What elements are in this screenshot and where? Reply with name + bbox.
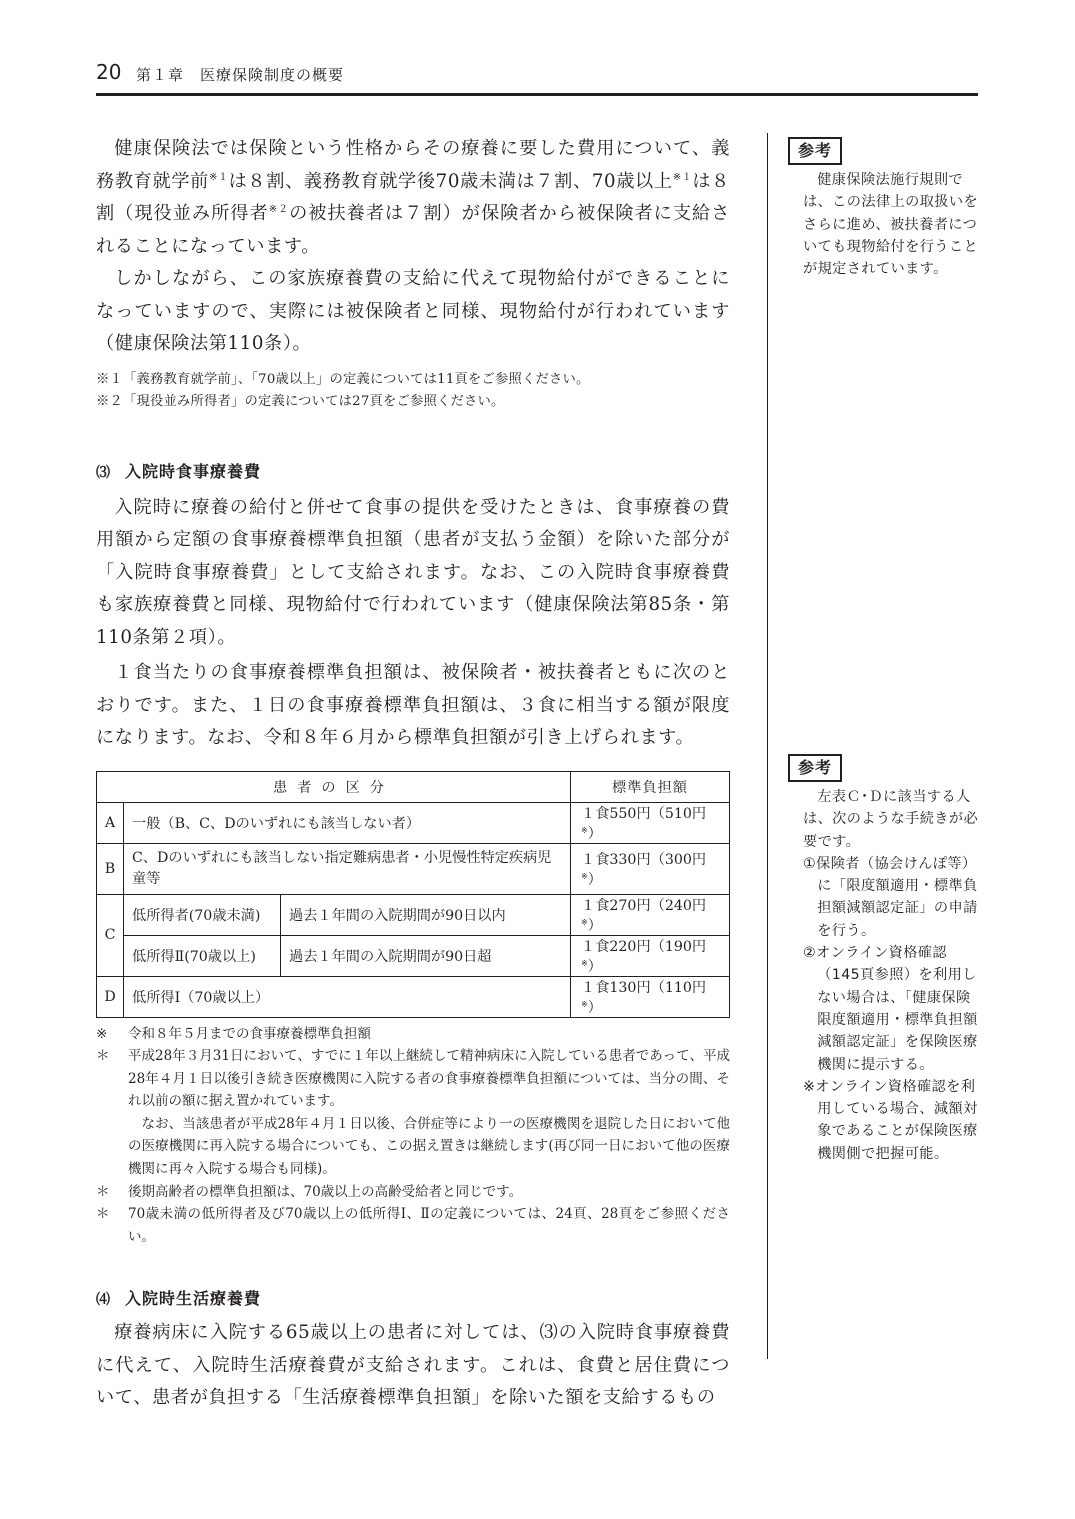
- row-desc: 過去１年間の入院期間が90日以内: [281, 894, 571, 935]
- footnote-mark: ＊: [96, 1206, 110, 1223]
- row-fee: [571, 843, 730, 894]
- table-row: [97, 935, 730, 976]
- fee-mark: ※: [581, 958, 588, 968]
- footnote-ref: ※２: [268, 204, 290, 215]
- fee-text: ）: [587, 999, 602, 1016]
- table-row: [97, 894, 730, 935]
- table-footnote-2: [96, 1045, 730, 1113]
- section-title: 入院時生活療養費: [125, 1289, 262, 1309]
- section-4-heading: [96, 1286, 730, 1309]
- footnote-text: 令和８年５月までの食事療養標準負担額: [128, 1025, 371, 1042]
- row-desc: 一般（B、C、Dのいずれにも該当しない者）: [124, 802, 571, 843]
- row-key: A: [97, 802, 124, 843]
- page-number: 20: [96, 60, 122, 84]
- footnote-text: 平成28年３月31日において、すでに１年以上継続して精神病床に入院している患者であって、平成28年４月１日以後引き続き医療機関に入院する者の食事療養標準負担額については、当分の間、それ以前の額に据え置かれています。: [128, 1048, 730, 1110]
- main-column: [96, 133, 730, 1415]
- side-note-intro: 左表Ｃ･Ｄに該当する人は、次のような手続きが必要です。: [803, 789, 979, 850]
- side-note-2: [803, 786, 981, 1165]
- fee-mark: ※: [581, 825, 588, 835]
- reference-badge: 参考: [788, 137, 842, 165]
- row-desc: C、Dのいずれにも該当しない指定難病患者・小児慢性特定疾病児童等: [124, 843, 571, 894]
- meal-cost-table: [96, 771, 730, 1018]
- section-3-paragraph-2: １食当たりの食事療養標準負担額は、被保険者・被扶養者ともに次のとおりです。また、１日の食事療養標準負担額は、３食に相当する額が限度になります。なお、令和８年６月から標準負担額が引き上げられます。: [96, 662, 730, 748]
- chapter-title: 第１章 医療保険制度の概要: [136, 66, 345, 84]
- section-3-heading: [96, 459, 730, 482]
- row-fee: [571, 976, 730, 1017]
- side-note-1: [803, 169, 981, 280]
- table-row: [97, 843, 730, 894]
- fee-text: １食220円（190円: [581, 938, 707, 955]
- intro-note-2: ※２「現役並み所得者」の定義については27頁をご参照ください。: [96, 393, 505, 409]
- section-title: 入院時食事療養費: [125, 461, 262, 481]
- footnote-ref: ※１: [208, 171, 229, 183]
- row-sublabel: 低所得Ⅱ(70歳以上): [124, 935, 281, 976]
- section-number: ⑷: [96, 1292, 111, 1309]
- table-footnote-3: [96, 1181, 730, 1204]
- intro-note-1: ※１「義務教育就学前」、「70歳以上」の定義については11頁をご参照ください。: [96, 371, 590, 387]
- intro-paragraph-2: しかしながら、この家族療養費の支給に代えて現物給付ができることになっていますので、実際には被保険者と同様、現物給付が行われています（健康保険法第110条）。: [96, 268, 730, 354]
- row-desc: 低所得Ⅰ（70歳以上）: [124, 976, 571, 1017]
- table-footnote-1: [96, 1023, 730, 1046]
- section-number: ⑶: [96, 464, 111, 481]
- intro-paragraph-1: [96, 133, 730, 263]
- footnote-mark: ＊: [96, 1048, 110, 1065]
- intro-text: は８割（現役並み所得者: [96, 170, 730, 224]
- fee-text: ）: [587, 825, 602, 842]
- footnote-text: 後期高齢者の標準負担額は、70歳以上の高齢受給者と同じです。: [128, 1183, 523, 1200]
- side-note-item: ①保険者（協会けんぽ等）に「限度額適用・標準負担額減額認定証」の申請を行う。: [803, 855, 978, 939]
- row-fee: [571, 935, 730, 976]
- fee-text: １食330円（300円: [581, 851, 707, 868]
- intro-text: の被扶養者は７割）が保険者から被保険者に支給されることになっています。: [96, 203, 730, 257]
- header-rule: [96, 93, 978, 96]
- table-row: [97, 802, 730, 843]
- row-sublabel: 低所得者(70歳未満): [124, 894, 281, 935]
- table-header-category: 患者の区分: [97, 771, 571, 802]
- section-4-paragraph-1: 療養病床に入院する65歳以上の患者に対しては、⑶の入院時食事療養費に代えて、入院時生活療養費が支給されます。これは、食費と居住費について、患者が負担する「生活療養標準負担額」を除いた額を支給するもの: [96, 1322, 730, 1409]
- side-note-item: ②オンライン資格確認（145頁参照）を利用しない場合は、「健康保険限度額適用・標準負担額減額認定証」を保険医療機関に提示する。: [803, 945, 978, 1073]
- fee-text: １食550円（510円: [581, 805, 707, 822]
- fee-text: ）: [587, 958, 602, 975]
- table-header-row: [97, 771, 730, 802]
- side-note-text: 健康保険法施行規則では、この法律上の取扱いをさらに進め、被扶養者についても現物給付を行うことが規定されています。: [803, 172, 979, 278]
- row-key: D: [97, 976, 124, 1017]
- intro-text: 健康保険法では保険という性格からその療養に要した費用について、義務教育就学前: [96, 138, 730, 192]
- row-fee: [571, 802, 730, 843]
- reference-badge: 参考: [788, 754, 842, 782]
- footnote-text: 70歳未満の低所得者及び70歳以上の低所得Ⅰ、Ⅱの定義については、24頁、28頁をご参照ください。: [128, 1206, 730, 1245]
- table-row: [97, 976, 730, 1017]
- table-footnote-4: [96, 1203, 730, 1248]
- page-header: [96, 58, 978, 90]
- side-divider: [767, 133, 768, 1359]
- row-fee: [571, 894, 730, 935]
- section-3-paragraph-1: 入院時に療養の給付と併せて食事の提供を受けたときは、食事療養の費用額から定額の食事療養標準負担額（患者が支払う金額）を除いた部分が「入院時食事療養費」として支給されます。なお、この入院時食事療養費も家族療養費と同様、現物給付で行われています（健康保険法第85条・第110条第２項）。: [96, 496, 730, 648]
- row-desc: 過去１年間の入院期間が90日超: [281, 935, 571, 976]
- footnote-mark: ※: [96, 1025, 108, 1042]
- intro-text: は８割、義務教育就学後70歳未満は７割、70歳以上: [228, 170, 673, 192]
- fee-text: １食130円（110円: [581, 979, 707, 996]
- fee-mark: ※: [581, 871, 588, 881]
- row-key: B: [97, 843, 124, 894]
- fee-text: １食270円（240円: [581, 897, 707, 914]
- side-note-item: ※オンライン資格確認を利用している場合、減額対象であることが保険医療機関側で把握可能。: [803, 1078, 978, 1162]
- table-header-fee: 標準負担額: [571, 771, 730, 802]
- fee-text: ）: [587, 871, 602, 888]
- fee-text: ）: [587, 917, 602, 934]
- row-key: C: [97, 894, 124, 976]
- fee-mark: ※: [581, 917, 588, 927]
- table-footnote-2-continued: なお、当該患者が平成28年４月１日以後、合併症等により一の医療機関を退院した日において他の医療機関に再入院する場合についても、この据え置きは継続します(再び同一日において他の医療機関に再々入院する場合も同様)。: [128, 1115, 730, 1178]
- footnote-mark: ＊: [96, 1183, 110, 1200]
- fee-mark: ※: [581, 999, 588, 1009]
- footnote-ref: ※１: [672, 171, 693, 183]
